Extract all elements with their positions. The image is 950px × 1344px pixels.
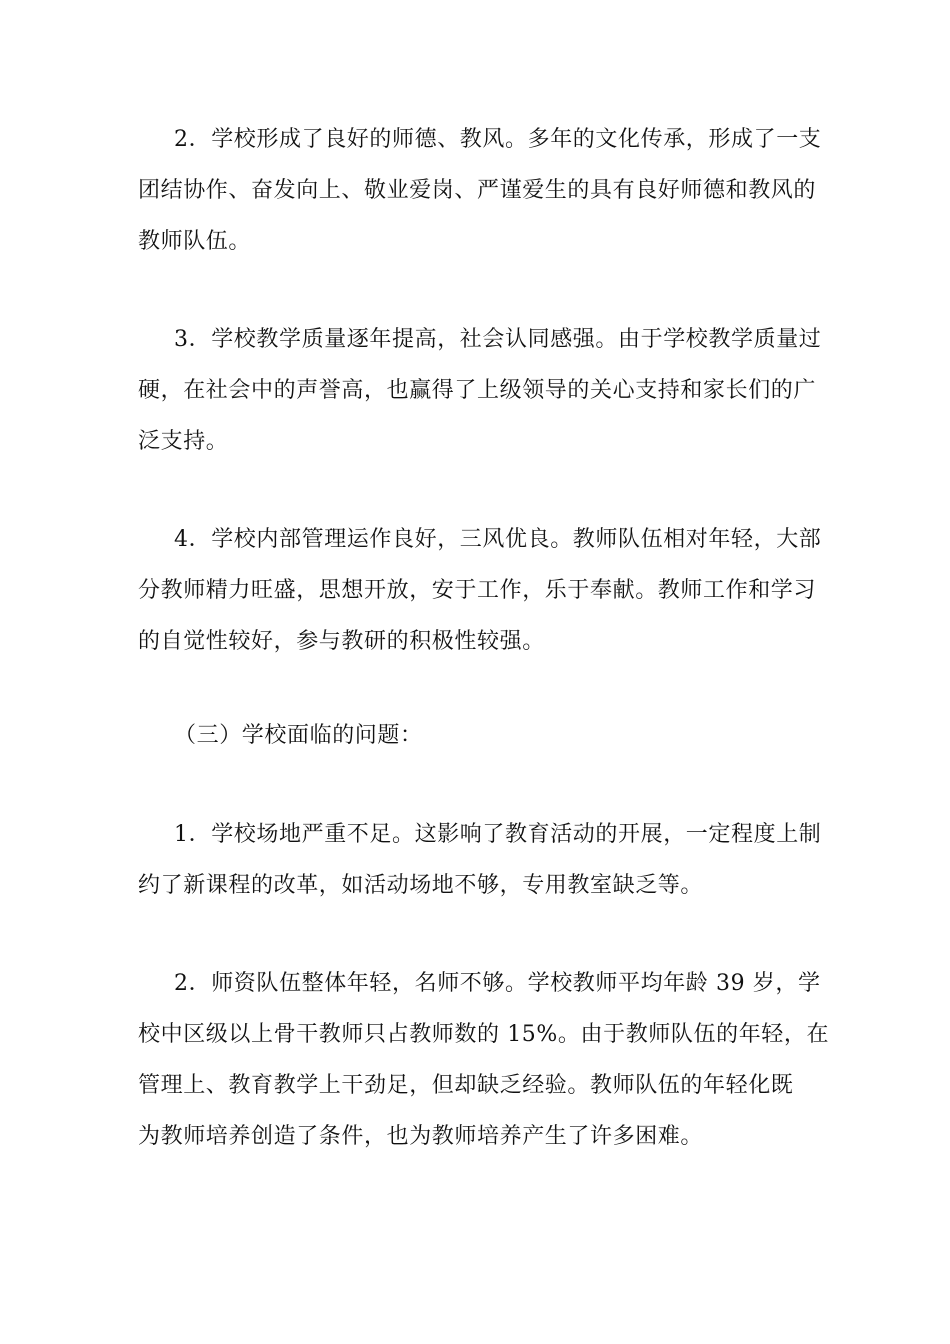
paragraph-line: 硬，在社会中的声誉高，也赢得了上级领导的关心支持和家长们的广 [138, 378, 817, 403]
paragraph-teacher-ethics [138, 114, 822, 267]
paragraph-line: 泛支持。 [138, 429, 229, 454]
paragraph-line: 团结协作、奋发向上、敬业爱岗、严谨爱生的具有良好师德和教风的 [138, 178, 817, 203]
paragraph-young-faculty [138, 958, 830, 1162]
paragraph-line: 2．师资队伍整体年轻，名师不够。学校教师平均年龄 39 岁，学 [174, 971, 821, 996]
paragraph-line: 分教师精力旺盛，思想开放，安于工作，乐于奉献。教师工作和学习 [138, 578, 817, 603]
paragraph-line: 约了新课程的改革，如活动场地不够，专用教室缺乏等。 [138, 873, 704, 898]
paragraph-line: 1．学校场地严重不足。这影响了教育活动的开展，一定程度上制 [174, 822, 822, 847]
paragraph-line: 3．学校教学质量逐年提高，社会认同感强。由于学校教学质量过 [174, 327, 822, 352]
paragraph-line: 4．学校内部管理运作良好，三风优良。教师队伍相对年轻，大部 [174, 527, 822, 552]
section-heading-problems: （三）学校面临的问题： [174, 723, 423, 748]
paragraph-line: 管理上、教育教学上干劲足，但却缺乏经验。教师队伍的年轻化既 [138, 1073, 794, 1098]
paragraph-line: 为教师培养创造了条件，也为教师培养产生了许多困难。 [138, 1124, 704, 1149]
paragraph-line: 的自觉性较好，参与教研的积极性较强。 [138, 629, 545, 654]
paragraph-line: 教师队伍。 [138, 229, 252, 254]
paragraph-internal-management [138, 514, 822, 667]
paragraph-teaching-quality [138, 314, 822, 467]
paragraph-line: 2．学校形成了良好的师德、教风。多年的文化传承，形成了一支 [174, 127, 822, 152]
paragraph-line: 校中区级以上骨干教师只占教师数的 15%。由于教师队伍的年轻，在 [138, 1022, 830, 1047]
paragraph-site-shortage [138, 809, 822, 911]
